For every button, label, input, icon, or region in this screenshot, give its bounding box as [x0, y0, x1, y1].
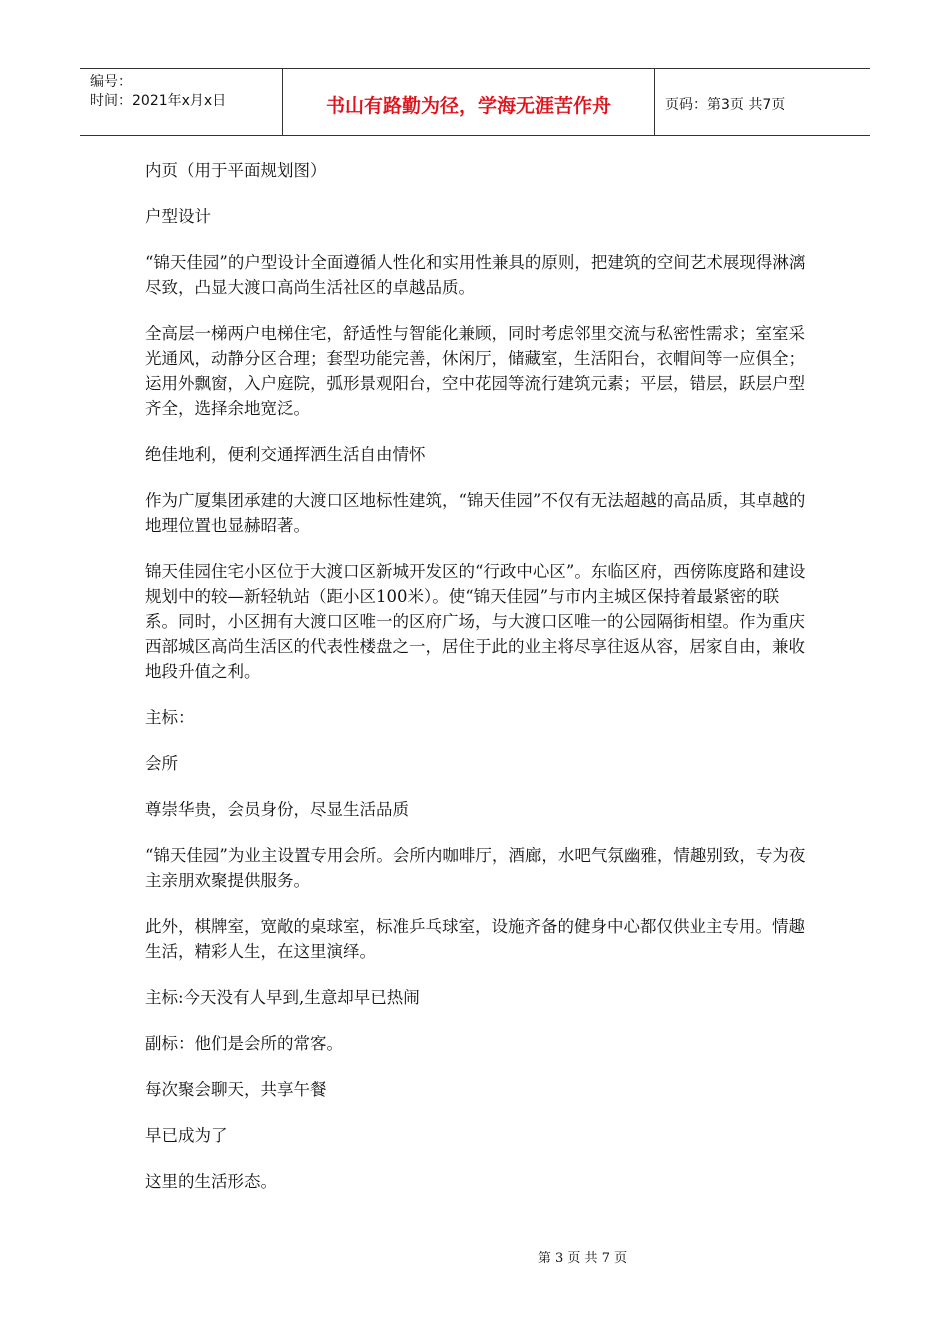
header-page-info: 页码：第3页 共7页 — [665, 97, 786, 113]
body-paragraph: “锦天佳园”的户型设计全面遵循人性化和实用性兼具的原则，把建筑的空间艺术展现得淋漓尽致，凸显大渡口高尚生活社区的卓越品质。 — [145, 253, 806, 297]
body-paragraph: 绝佳地利，便利交通挥洒生活自由情怀 — [145, 445, 426, 464]
body-paragraph: 每次聚会聊天，共享午餐 — [145, 1080, 327, 1099]
body-paragraph: 锦天佳园住宅小区位于大渡口区新城开发区的“行政中心区”。东临区府，西傍陈度路和建设规划中的较—新轻轨站（距小区100米）。使“锦天佳园”与市内主城区保持着最紧密的联系。同时，小区拥有大渡口区唯一的区府广场，与大渡口区唯一的公园隔街相望。作为重庆西部城区高尚生活区的代表性楼盘之一，居住于此的业主将尽享往返从容，居家自由，兼收地段升值之利。 — [145, 562, 806, 681]
body-paragraph: 副标：他们是会所的常客。 — [145, 1034, 343, 1053]
header-motto: 书山有路勤为径，学海无涯苦作舟 — [283, 69, 655, 135]
body-paragraph: 户型设计 — [145, 207, 211, 226]
body-paragraph: 这里的生活形态。 — [145, 1172, 277, 1191]
body-paragraph: 尊崇华贵，会员身份，尽显生活品质 — [145, 800, 409, 819]
document-body — [145, 158, 810, 1215]
body-paragraph: 此外，棋牌室，宽敞的桌球室，标准乒乓球室，设施齐备的健身中心都仅供业主专用。情趣生活，精彩人生，在这里演绎。 — [145, 917, 805, 961]
body-paragraph: 内页（用于平面规划图） — [145, 161, 327, 180]
document-number-label: 编号： — [90, 74, 132, 90]
body-paragraph: 作为广厦集团承建的大渡口区地标性建筑，“锦天佳园”不仅有无法超越的高品质，其卓越的地理位置也显赫昭著。 — [145, 491, 806, 535]
body-paragraph: 会所 — [145, 754, 178, 773]
body-paragraph: 主标:今天没有人早到,生意却早已热闹 — [145, 988, 420, 1007]
body-paragraph: 主标： — [145, 708, 195, 727]
page-footer: 第 3 页 共 7 页 — [537, 1251, 628, 1266]
body-paragraph: 早已成为了 — [145, 1126, 228, 1145]
page-header — [80, 68, 870, 136]
body-paragraph: “锦天佳园”为业主设置专用会所。会所内咖啡厅，酒廊，水吧气氛幽雅，情趣别致，专为夜主亲朋欢聚提供服务。 — [145, 846, 806, 890]
body-paragraph: 全高层一梯两户电梯住宅，舒适性与智能化兼顾，同时考虑邻里交流与私密性需求；室室采光通风，动静分区合理；套型功能完善，休闲厅，储藏室，生活阳台，衣帽间等一应俱全；运用外飘窗，入户庭院，弧形景观阳台，空中花园等流行建筑元素；平层，错层，跃层户型齐全，选择余地宽泛。 — [145, 324, 805, 418]
header-meta — [80, 69, 283, 135]
document-date: 时间：2021年x月x日 — [90, 93, 227, 109]
